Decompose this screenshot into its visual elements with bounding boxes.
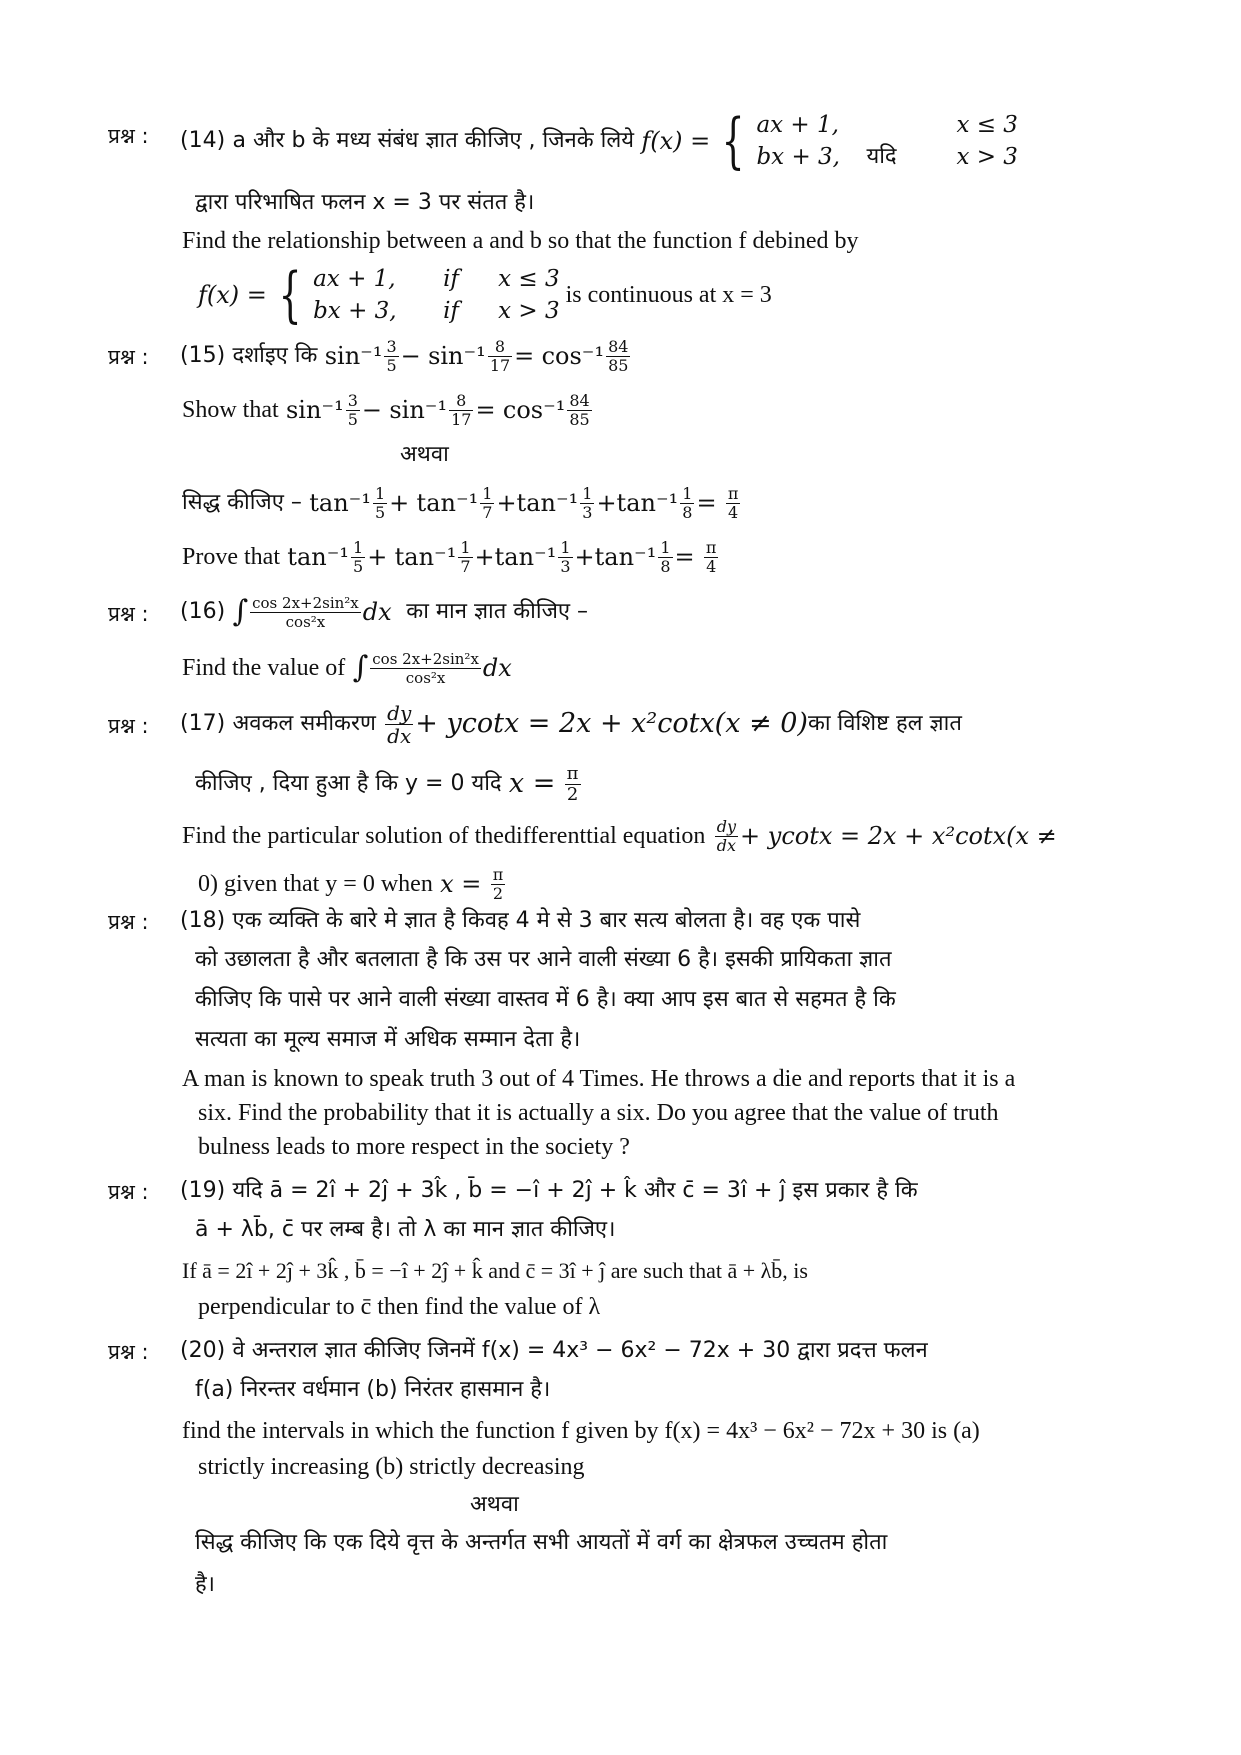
q14-line1 [180, 106, 1018, 176]
q20-hindi-alt2: है। [195, 1572, 216, 1597]
q17-hindi-line1: (17) अवकल समीकरण $\frac{dy}{dx}$ + ycotx = 2x + x²cotx(x ≠ 0) का विशिष्ट हल ज्ञात [180, 700, 962, 748]
q18-hindi-line2: को उछालता है और बतलाता है कि उस पर आने वाली संख्या 6 है। इसकी प्रायिकता ज्ञात [195, 947, 892, 972]
q14-english-tail: is continuous at x = 3 [565, 282, 772, 308]
q17-english-line2: 0) given that y = 0 when x = $\frac{\pi}{2}$ [198, 864, 504, 903]
q18-english-line3: bulness leads to more respect in the society ? [198, 1134, 630, 1160]
q18-english-line2: six. Find the probability that it is actually a six. Do you agree that the value of truth [198, 1100, 999, 1126]
question-label: प्रश्न : [108, 714, 149, 738]
q15-or: अथवा [400, 442, 449, 467]
q14-english-function: f(x) = { ax + 1, if x ≤ 3 bx + 3, if x > 3 is continuous at x = 3 [198, 260, 772, 330]
q19-hindi-line2: ā + λb̄, c̄ पर लम्ब है। तो λ का मान ज्ञात कीजिए। [195, 1217, 616, 1242]
q20-english-line1: find the intervals in which the function f given by f(x) = 4x³ − 6x² − 72x + 30 is (a) [182, 1418, 980, 1444]
q20-hindi-line1: (20) वे अन्तराल ज्ञात कीजिए जिनमें f(x) = 4x³ − 6x² − 72x + 30 द्वारा प्रदत्त फलन [180, 1338, 928, 1363]
q14-cases: ax + 1, x ≤ 3 bx + 3, यदि x > 3 [756, 112, 1018, 170]
q18-hindi-line3: कीजिए कि पासे पर आने वाली संख्या वास्तव में 6 है। क्या आप इस बात से सहमत है कि [195, 987, 896, 1012]
q14-hindi-intro: a और b के मध्य संबंध ज्ञात कीजिए , जिनके लिये [232, 128, 635, 153]
q16-hindi-line: (16) ∫ $\frac{\text{cos 2x+2sin²x}}{\text{cos²x}}$ dx का मान ज्ञात कीजिए – [180, 593, 589, 631]
q20-english-line2: strictly increasing (b) strictly decreasing [198, 1454, 585, 1480]
q19-english-line2: perpendicular to c̄ then find the value of λ [198, 1294, 601, 1320]
q14-number: (14) [180, 128, 226, 153]
question-label: प्रश्न : [108, 910, 149, 934]
q18-hindi-line1: (18) एक व्यक्ति के बारे मे ज्ञात है किवह 4 मे से 3 बार सत्य बोलता है। वह एक पासे [180, 908, 861, 933]
q19-hindi-line1: (19) यदि ā = 2î + 2ĵ + 3k̂ , b̄ = −î + 2ĵ + k̂ और c̄ = 3î + ĵ इस प्रकार है कि [180, 1178, 918, 1203]
q14-hindi-line2: द्वारा परिभाषित फलन x = 3 पर संतत है। [195, 190, 535, 215]
q20-hindi-alt1: सिद्ध कीजिए कि एक दिये वृत्त के अन्तर्गत सभी आयतों में वर्ग का क्षेत्रफल उच्चतम होता [195, 1530, 888, 1555]
q18-hindi-line4: सत्यता का मूल्य समाज में अधिक सम्मान देता है। [195, 1027, 581, 1052]
question-label: प्रश्न : [108, 602, 149, 626]
q14-brace: { [721, 106, 745, 176]
q14-english-line1: Find the relationship between a and b so that the function f debined by [182, 228, 859, 254]
question-label: प्रश्न : [108, 1340, 149, 1364]
q19-english-line1: If ā = 2î + 2ĵ + 3k̂ , b̄ = −î + 2ĵ + k̂ and c̄ = 3î + ĵ are such that ā + λb̄, is [182, 1258, 808, 1283]
q17-hindi-line2: कीजिए , दिया हुआ है कि y = 0 यदि x = $\frac{\pi}{2}$ [195, 762, 579, 805]
q18-english-line1: A man is known to speak truth 3 out of 4 Times. He throws a die and reports that it is a [182, 1066, 1016, 1092]
q16-english-line: Find the value of ∫ $\frac{\text{cos 2x+2sin²x}}{\text{cos²x}}$ dx [182, 649, 512, 687]
q20-or: अथवा [470, 1492, 519, 1517]
q14-fx: f(x) = [641, 127, 711, 155]
q15-hindi-prove: सिद्ध कीजिए – tan⁻¹ $\frac{1}{5}$ + tan⁻¹ $\frac{1}{7}$ + tan⁻¹ $\frac{1}{3}$ + tan⁻¹ $\frac{1}{8}$ = $\frac{\pi}{4}$ [182, 483, 739, 522]
question-label: प्रश्न : [108, 1180, 149, 1204]
q15-hindi-line: (15) दर्शाइए कि sin⁻¹ $\frac{3}{5}$ − sin⁻¹ $\frac{8}{17}$ = cos⁻¹ $\frac{84}{85}$ [180, 336, 629, 375]
question-label: प्रश्न : [108, 345, 149, 369]
q15-english-line: Show that sin⁻¹ $\frac{3}{5}$ − sin⁻¹ $\frac{8}{17}$ = cos⁻¹ $\frac{84}{85}$ [182, 390, 590, 429]
q17-english-line1: Find the particular solution of thedifferenttial equation $\frac{dy}{dx}$ + ycotx = 2x + x²cotx(x ≠ [182, 816, 1057, 855]
q15-english-prove: Prove that tan⁻¹ $\frac{1}{5}$ + tan⁻¹ $\frac{1}{7}$ + tan⁻¹ $\frac{1}{3}$ + tan⁻¹ $\frac{1}{8}$ = $\frac{\pi}{4}$ [182, 537, 717, 576]
question-label: प्रश्न : [108, 124, 149, 148]
q20-hindi-line2: f(a) निरन्तर वर्धमान (b) निरंतर हासमान है। [195, 1377, 551, 1402]
